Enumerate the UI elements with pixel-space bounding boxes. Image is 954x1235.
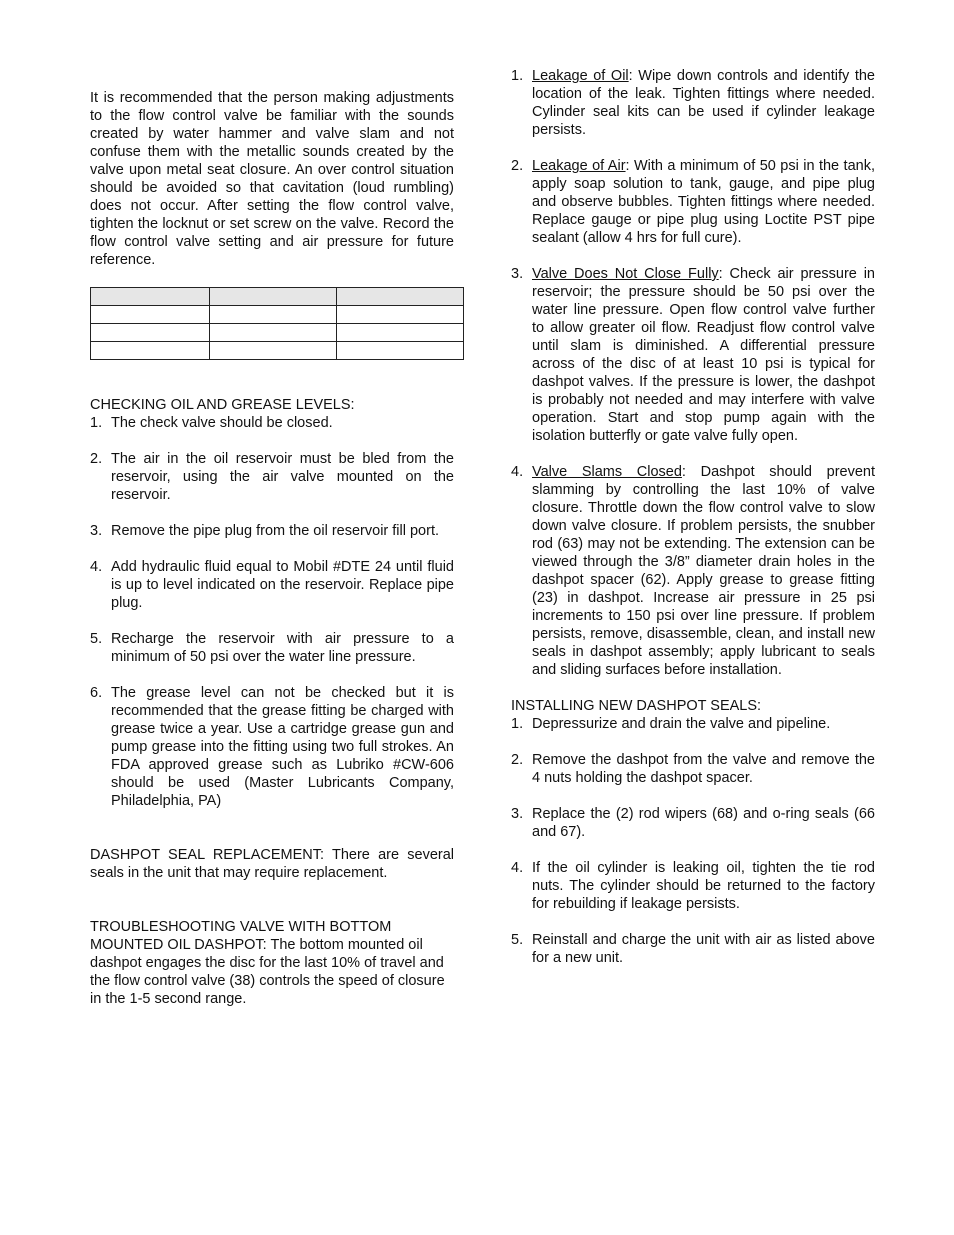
trouble-step [511, 67, 875, 139]
step-number: 3. [90, 523, 103, 539]
table-cell [91, 324, 210, 342]
step-number: 1. [511, 68, 524, 84]
step-text: Recharge the reservoir with air pressure to a minimum of 50 psi over the water line pressure. [111, 631, 454, 665]
oil-step [90, 684, 454, 810]
step-body: : Wipe down controls and identify the location of the leak. Tighten fittings where needed. Cylinder seal kits can be used if cylinder leakage persists. [532, 68, 875, 138]
oil-step [90, 630, 454, 666]
step-body: : Dashpot should prevent slamming by controlling the last 10% of valve closure. Throttle down the flow control valve to slow down valve closure. If problem persists, the snubber rod (63) may not be extending. The extension can be viewed through the 3/8” diameter drain holes in the dashpot spacer (62). Apply grease to grease fitting (23) in dashpot. Increase air pressure in 25 psi increments to 150 psi over line pressure. If problem persists, remove, disassemble, clean, and install new seals in dashpot assembly; apply lubricant to seals and sliding surfaces before installation. [532, 464, 875, 678]
seal-step [511, 751, 875, 787]
intro-paragraph: It is recommended that the person making adjustments to the flow control valve be familiar with the sounds created by water hammer and valve slam and not confuse them with the metallic sounds created by the valve upon metal seat closure. An over control situation should be avoided so that cavitation (loud rumbling) does not occur. After setting the flow control valve, tighten the locknut or set screw on the valve. Record the flow control valve setting and air pressure for future reference. [90, 90, 454, 268]
table-cell [210, 342, 337, 360]
table-cell [91, 342, 210, 360]
step-text: Replace the (2) rod wipers (68) and o-ring seals (66 and 67). [532, 806, 875, 840]
step-text: Add hydraulic fluid equal to Mobil #DTE 24 until fluid is up to level indicated on the reservoir. Replace pipe plug. [111, 559, 454, 611]
oil-step [90, 450, 454, 504]
step-number: 4. [511, 860, 524, 876]
seal-step [511, 805, 875, 841]
step-text: Depressurize and drain the valve and pipeline. [532, 716, 831, 732]
seals-heading: INSTALLING NEW DASHPOT SEALS: [511, 698, 762, 714]
troubleshooting-paragraph: TROUBLESHOOTING VALVE WITH BOTTOM MOUNTED OIL DASHPOT: The bottom mounted oil dashpot engages the disc for the last 10% of travel and the flow control valve (38) controls the speed of closure in the 1-5 second range. [90, 919, 445, 1007]
table-cell [210, 288, 337, 306]
table-row [91, 324, 464, 342]
step-text: The grease level can not be checked but it is recommended that the grease fitting be charged with grease twice a year. Use a cartridge grease gun and pump grease into the fitting using two full strokes. An FDA approved grease such as Lubriko #CW-606 should be used (Master Lubricants Company, Philadelphia, PA) [111, 685, 454, 809]
seal-step [511, 931, 875, 967]
dashpot-seal-paragraph: DASHPOT SEAL REPLACEMENT: There are several seals in the unit that may require replacement. [90, 847, 454, 881]
step-title: Valve Does Not Close Fully [532, 266, 719, 282]
step-text: Remove the dashpot from the valve and remove the 4 nuts holding the dashpot spacer. [532, 752, 875, 786]
step-number: 3. [511, 266, 524, 282]
seal-step [511, 715, 875, 733]
step-title: Valve Slams Closed [532, 464, 682, 480]
oil-step [90, 414, 454, 432]
table-cell [337, 288, 464, 306]
step-text [532, 265, 875, 445]
step-number: 2. [511, 158, 524, 174]
step-body: : With a minimum of 50 psi in the tank, apply soap solution to tank, gauge, and pipe plug and observe bubbles. Tighten fittings where needed. Replace gauge or pipe plug using Loctite PST pipe sealant (allow 4 hrs for full cure). [532, 158, 875, 246]
oil-grease-heading: CHECKING OIL AND GREASE LEVELS: [90, 397, 355, 413]
step-title: Leakage of Oil [532, 68, 629, 84]
table-cell [210, 306, 337, 324]
step-number: 3. [511, 806, 524, 822]
table-cell [337, 342, 464, 360]
step-text [532, 67, 875, 139]
step-text: Remove the pipe plug from the oil reservoir fill port. [111, 523, 440, 539]
oil-step [90, 522, 454, 540]
step-title: Leakage of Air [532, 158, 626, 174]
step-number: 4. [511, 464, 524, 480]
step-text: If the oil cylinder is leaking oil, tighten the tie rod nuts. The cylinder should be returned to the factory for rebuilding if leakage persists. [532, 860, 875, 912]
step-text [532, 157, 875, 247]
table-cell [337, 324, 464, 342]
step-number: 5. [90, 631, 103, 647]
step-text: The air in the oil reservoir must be bled from the reservoir, using the air valve mounted on the reservoir. [111, 451, 454, 503]
table-cell [210, 324, 337, 342]
step-number: 1. [511, 716, 524, 732]
table-row [91, 342, 464, 360]
record-table [90, 287, 464, 360]
right-column [511, 67, 875, 967]
left-column [90, 89, 454, 1008]
step-text: Reinstall and charge the unit with air as listed above for a new unit. [532, 932, 875, 966]
trouble-step [511, 157, 875, 247]
oil-step [90, 558, 454, 612]
step-number: 1. [90, 415, 103, 431]
step-number: 2. [90, 451, 103, 467]
table-cell [91, 288, 210, 306]
step-number: 5. [511, 932, 524, 948]
table-row [91, 306, 464, 324]
step-number: 4. [90, 559, 103, 575]
table-cell [337, 306, 464, 324]
step-text: The check valve should be closed. [111, 415, 333, 431]
trouble-step [511, 463, 875, 679]
step-number: 6. [90, 685, 103, 701]
step-number: 2. [511, 752, 524, 768]
table-cell [91, 306, 210, 324]
trouble-step [511, 265, 875, 445]
step-body: : Check air pressure in reservoir; the pressure should be 50 psi over the water line pressure. Open flow control valve further to allow greater oil flow. Readjust flow control valve until slam is diminished. A differential pressure across of the disc of at least 10 psi is typical for dashpot valves. If the pressure is lower, the dashpot is probably not needed and may interfere with valve operation. Start and stop pump again with the isolation butterfly or gate valve fully open. [532, 266, 875, 444]
table-header-row [91, 288, 464, 306]
step-text [532, 463, 875, 679]
seal-step [511, 859, 875, 913]
